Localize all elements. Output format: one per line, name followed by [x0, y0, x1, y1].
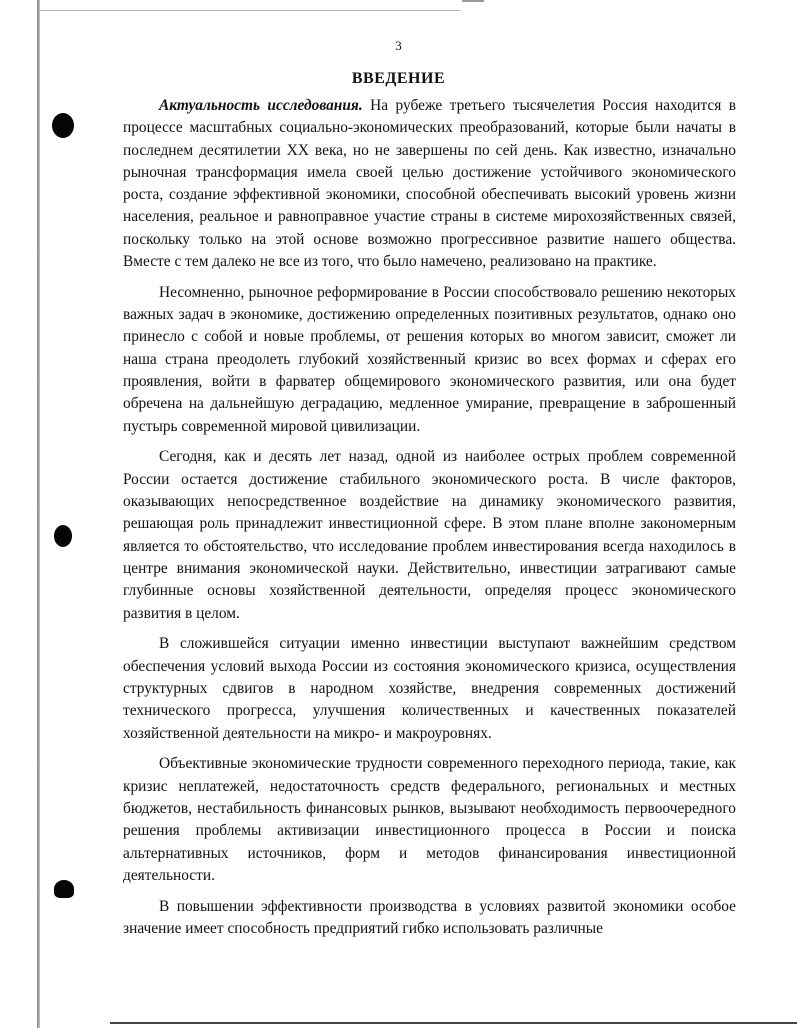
punch-hole	[54, 880, 74, 898]
paragraph-text: На рубеже третьего тысячелетия Россия находится в процессе масштабных социально-экономических преобразований, которые были начаты в последнем десятилетии XX века, но не завершены по сей день. Как известно, изначально рыночная трансформация имела своей целью достижение устойчивого экономического роста, создание эффективной экономики, способной обеспечивать высокий уровень жизни населения, реальное и равноправное участие страны в системе мирохозяйственных связей, поскольку только на этой основе возможно прогрессивное развитие нашего общества. Вместе с тем далеко не все из того, что было намечено, реализовано на практике.	[123, 97, 737, 271]
scan-artifact-line	[110, 1022, 797, 1024]
paragraph: В повышении эффективности производства в условиях развитой экономики особое значение имеет способность предприятий гибко использовать различные	[123, 897, 736, 937]
page-number: 3	[395, 38, 402, 53]
paragraph: Несомненно, рыночное реформирование в России способствовало решению некоторых важных задач в экономике, достижению определенных позитивных результатов, однако оно принесло с собой и новые проблемы, от решения которых во многом зависит, сможет ли наша страна преодолеть глубокий хозяйственный кризис во всех формах и сферах его проявления, войти в фарватер общемирового экономического развития, или она будет обречена на дальнейшую деградацию, медленное умирание, превращение в заброшенный пустырь современной мировой цивилизации.	[123, 283, 736, 435]
scan-artifact-mark	[462, 0, 484, 2]
page-title: ВВЕДЕНИЕ	[351, 70, 446, 87]
paragraph-lead: Актуальность исследования.	[159, 97, 363, 114]
paragraph: Объективные экономические трудности современного переходного периода, такие, как кризис неплатежей, недостаточность средств федерального, региональных и местных бюджетов, нестабильность финансовых рынков, вызывают необходимость первоочередного решения проблемы активизации инвестиционного процесса в России и поиска альтернативных источников, форм и методов финансирования инвестиционной деятельности.	[123, 755, 736, 884]
punch-hole	[54, 525, 72, 547]
paragraph: Сегодня, как и десять лет назад, одной из наиболее острых проблем современной России остается достижение стабильного экономического роста. В числе факторов, оказывающих непосредственное воздействие на динамику экономического развития, решающая роль принадлежит инвестиционной сфере. В этом плане вполне закономерным является то обстоятельство, что исследование проблем инвестирования всегда находилось в центре внимания экономической науки. Действительно, инвестиции затрагивают самые глубинные основы хозяйственной деятельности, определяя процесс экономического развития в целом.	[123, 448, 736, 622]
punch-hole	[52, 113, 74, 138]
body-text	[123, 95, 736, 949]
paragraph	[123, 95, 736, 273]
scan-edge	[37, 0, 40, 1028]
paragraph: В сложившейся ситуации именно инвестиции выступают важнейшим средством обеспечения условий выхода России из состояния экономического кризиса, осуществления структурных сдвигов в народном хозяйстве, внедрения современных достижений технического прогресса, улучшения количественных и качественных показателей хозяйственной деятельности на микро- и макроуровнях.	[123, 635, 736, 742]
scan-artifact-line	[40, 10, 460, 11]
